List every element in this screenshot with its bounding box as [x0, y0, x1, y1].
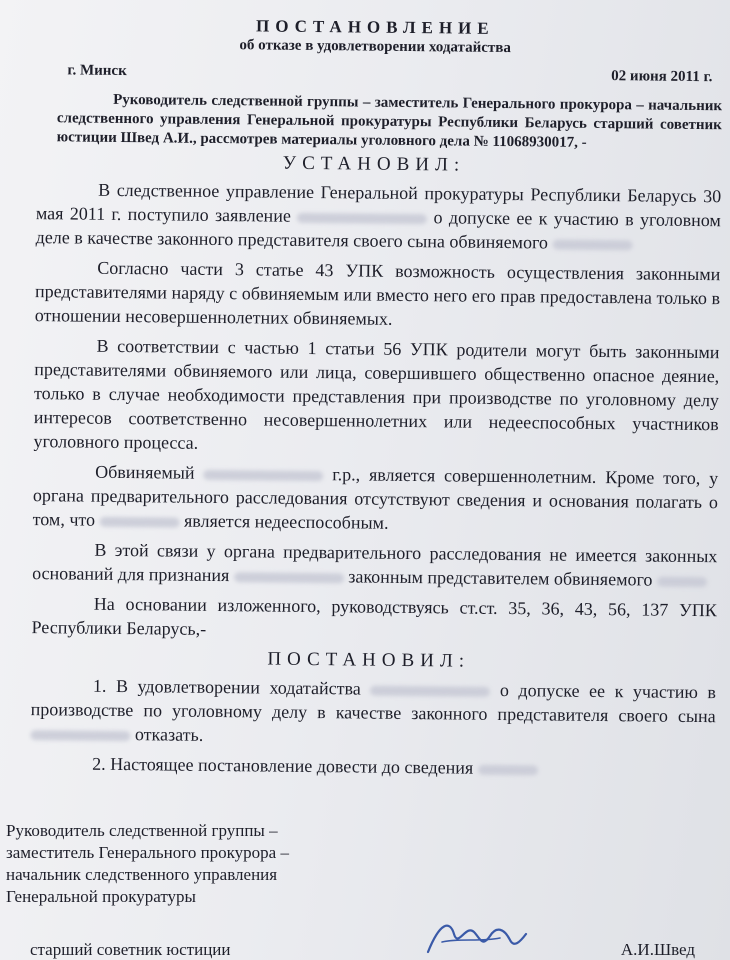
- paragraph-2: Согласно части 3 статье 43 УПК возможность осуществления законными представителями наряду с обвиняемым или вместо него его прав предоставлена только в отношении несовершеннолетних обвиняемых.: [34, 257, 721, 329]
- resolution-2-text: 2. Настоящее постановление довести до сведения: [92, 753, 474, 778]
- signer-name: А.И.Швед: [620, 940, 695, 959]
- paragraph-4-text-b: г.р., является совершеннолетним.: [332, 464, 597, 487]
- redacted-name: [297, 213, 427, 224]
- paragraph-3: В соответствии с частью 1 статьи 56 УПК родители могут быть законными представителями обвиняемого или лица, совершившего общественно опасное деяние, только в случае необходимости представления при производстве по уголовному делу интересов соответственно несовершеннолетних или недееспособных участников уголовного процесса.: [33, 335, 720, 453]
- signature-line-3: начальник следственного управления: [6, 865, 278, 884]
- city: г. Минск: [67, 62, 127, 80]
- document-body: [20, 14, 723, 788]
- signature-line-4: Генеральной прокуратуры: [6, 887, 196, 906]
- redacted-name: [657, 576, 707, 587]
- paragraph-5: [32, 537, 717, 592]
- paragraph-5-text-a: В этой связи у органа предварительного расследования не имеется законных оснований для признания: [32, 539, 718, 586]
- resolution-1-text-a: 1. В удовлетворении ходатайства: [92, 675, 361, 699]
- section-resolved: ПОСТАНОВИЛ:: [267, 648, 471, 672]
- paragraph-5-text-b: законным представителем обвиняемого: [348, 566, 653, 590]
- redacted-name: [30, 730, 130, 741]
- resolution-1-text-b: о допуске ее к участию в производстве по уголовному делу в качестве законного представителя своего сына: [30, 679, 717, 727]
- resolution-1-text-c: отказать.: [134, 724, 204, 745]
- redacted-name: [99, 517, 179, 528]
- paragraph-1-text-b: о допуске ее к участию в уголовном деле в качестве законного представителя своего сына обвиняемого: [35, 207, 721, 253]
- redacted-name: [203, 470, 323, 481]
- section-established: УСТАНОВИЛ:: [282, 152, 466, 176]
- paragraph-4-text-c: Кроме того, у органа предварительного расследования отсутствуют сведения и основания полагать о том, что: [32, 467, 719, 530]
- redacted-name: [234, 572, 344, 583]
- signature-line-1: Руководитель следственной группы –: [6, 821, 278, 840]
- paragraph-4-text-a: Обвиняемый: [95, 461, 195, 483]
- signer-rank: старший советник юстиции: [30, 940, 231, 959]
- document-title: ПОСТАНОВЛЕНИЕ: [255, 16, 495, 38]
- paragraph-4-text-d: является недееспособным.: [183, 510, 389, 533]
- signature-line-2: заместитель Генерального прокурора –: [6, 843, 289, 862]
- place-date-row: [27, 60, 722, 87]
- preamble: Руководитель следственной группы – заместитель Генерального прокурора – начальник следственного управления Генеральной прокуратуры Республики Беларусь старший советник юстиции Швед А.И., рассмотрев материалы уголовного дела № 11068930017, -: [56, 91, 723, 151]
- signature-block: [6, 820, 289, 908]
- paragraph-1-text-a: В следственное управление Генеральной прокуратуры Республики Беларусь 30 мая 2011 г. поступило заявление: [35, 179, 722, 226]
- paragraph-4: [33, 459, 719, 538]
- paragraph-1: [36, 177, 722, 256]
- resolution-2: [30, 751, 715, 782]
- paragraph-6: На основании изложенного, руководствуясь ст.ст. 35, 36, 43, 56, 137 УПК Республики Беларусь,-: [31, 593, 717, 639]
- date: 02 июня 2011 г.: [611, 68, 713, 86]
- resolution-1: [30, 673, 716, 752]
- document-subtitle: об отказе в удовлетворении ходатайства: [239, 37, 511, 57]
- redacted-name: [552, 239, 632, 250]
- redacted-name: [370, 685, 490, 696]
- redacted-name: [478, 765, 538, 776]
- signature-row: [0, 940, 705, 960]
